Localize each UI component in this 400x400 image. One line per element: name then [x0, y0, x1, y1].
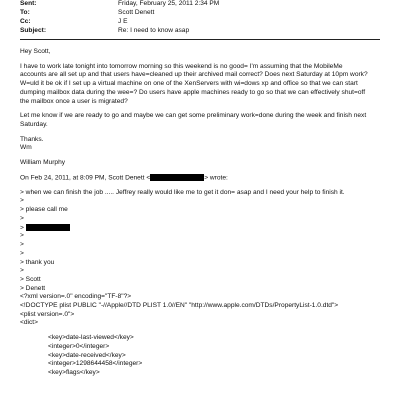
- header-label: To:: [20, 9, 30, 17]
- xml-line: <key>date-received</key>: [48, 351, 126, 359]
- quoted-line: > thank you: [20, 258, 55, 266]
- quoted-line: > Denett: [20, 284, 46, 292]
- xml-line: <?xml version=.0" encoding="TF-8"?>: [20, 293, 132, 301]
- signature-name: William Murphy: [20, 159, 66, 167]
- header-label: Sent:: [20, 0, 37, 8]
- xml-line: <plist version=.0">: [20, 310, 75, 318]
- body-line: the mailbox once a user is migrated?: [20, 97, 128, 105]
- body-line: Let me know if we are ready to go and maybe we can get some preliminary work=done during the week and finish next: [20, 112, 367, 120]
- quoted-line: >: [20, 267, 24, 275]
- quoted-line: >: [20, 197, 24, 205]
- quote-intro: [20, 174, 382, 183]
- header-row-to: [20, 9, 380, 18]
- quoted-line: >: [20, 241, 24, 249]
- header-row-cc: [20, 18, 380, 27]
- xml-line: <key>flags</key>: [48, 369, 100, 376]
- xml-line: <key>date-last-viewed</key>: [48, 334, 134, 342]
- initials-text: Wm: [20, 144, 32, 152]
- quoted-line: >: [20, 232, 24, 240]
- thanks-text: Thanks.: [20, 135, 44, 143]
- xml-line: <integer>1298644458</integer>: [48, 360, 143, 368]
- quoted-line: > please call me: [20, 206, 68, 214]
- quoted-line: > Scott: [20, 275, 41, 283]
- quote-marker: >: [20, 223, 24, 231]
- quoted-line: >: [20, 214, 24, 222]
- quoted-line: > when we can finish the job ..... Jeffrey really would like me to get it don= asap and I need your help to finish it.: [20, 188, 345, 196]
- xml-block: [20, 293, 382, 377]
- quote-intro-text: On Feb 24, 2011, at 8:09 PM, Scott Denett <: [20, 173, 151, 181]
- greeting: Hey Scott,: [20, 48, 51, 55]
- header-value: Friday, February 25, 2011 2:34 PM: [118, 0, 220, 8]
- body-line: W=uld it be ok if I set up a virtual machine on one of the XenServers with wi=dows xp and office so that we can start: [20, 80, 358, 88]
- paragraph-2: [20, 112, 382, 129]
- header-label: Subject:: [20, 27, 47, 35]
- email-body: [20, 48, 382, 378]
- quote-intro-end: > wrote:: [204, 173, 228, 181]
- header-value: Re: I need to know asap: [118, 27, 190, 35]
- header-row-subject: [20, 27, 380, 36]
- body-line: I have to work late tonight into tomorrow morning so this weekend is no good= I'm assuming that the MobileMe: [20, 62, 343, 70]
- paragraph-1: [20, 63, 382, 107]
- email-header: [20, 0, 380, 36]
- header-divider: [20, 39, 380, 40]
- header-row-sent: [20, 0, 380, 9]
- xml-line: <!DOCTYPE plist PUBLIC "-//Apple//DTD PLIST 1.0//EN" "http://www.apple.com/DTDs/PropertyList-1.0.dtd">: [20, 302, 339, 310]
- quoted-message: [20, 189, 382, 294]
- body-line: accounts are all set up and that users have=cleaned up their archived mail correct? Does next Saturday at 10pm work?: [20, 71, 368, 79]
- redaction-bar: [150, 174, 204, 181]
- header-value: J E: [118, 18, 128, 26]
- xml-line: <integer>0</integer>: [48, 342, 110, 350]
- header-label: Cc:: [20, 18, 31, 26]
- redaction-bar: [26, 224, 70, 231]
- sign-off: [20, 136, 382, 153]
- body-line: dumping mailbox data during the wee=? Do users have apple machines ready to go so that we can effectively shut=off: [20, 88, 366, 96]
- xml-line: <dict>: [20, 319, 38, 327]
- quoted-line: [20, 224, 382, 233]
- quoted-line: >: [20, 249, 24, 257]
- body-line: Saturday.: [20, 120, 48, 128]
- header-value: Scott Denett: [118, 9, 155, 17]
